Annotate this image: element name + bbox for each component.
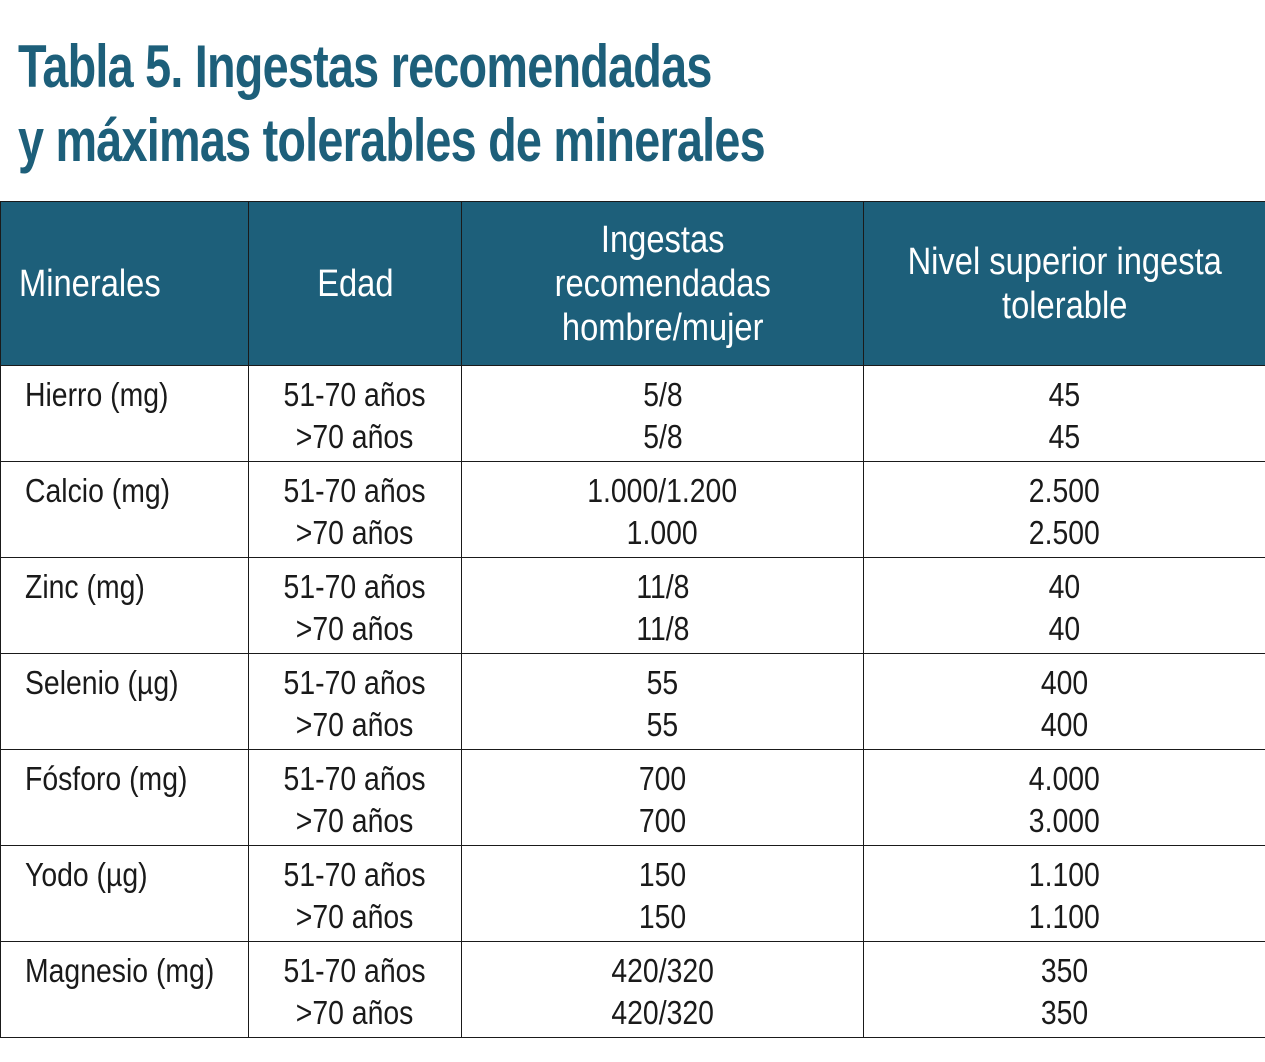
header-edad: Edad: [249, 202, 462, 366]
age-cell: [249, 462, 462, 558]
header-rec-line-3: hombre/mujer: [561, 306, 764, 349]
mineral-cell-value: Zinc (mg): [25, 568, 145, 605]
recommended-cell-value: 700: [638, 802, 687, 839]
age-cell-value: >70 años: [296, 994, 414, 1031]
page-title: [18, 30, 765, 178]
age-cell-value: >70 años: [296, 514, 414, 551]
mineral-cell-value: Magnesio (mg): [25, 952, 215, 989]
header-nivel-superior: [864, 202, 1265, 366]
recommended-cell-value: 420/320: [611, 994, 714, 1031]
recommended-cell-value: 1.000: [626, 514, 699, 551]
upper-limit-cell: [864, 942, 1265, 1038]
recommended-cell-value: 150: [638, 856, 687, 893]
age-cell-value: 51-70 años: [283, 760, 427, 797]
upper-limit-cell: [864, 558, 1265, 654]
age-cell: [249, 654, 462, 750]
title-line-1: Tabla 5. Ingestas recomendadas: [18, 33, 712, 100]
upper-limit-cell-value: 400: [1040, 664, 1089, 701]
table-header: [1, 202, 1265, 366]
upper-limit-cell-value: 2.500: [1028, 514, 1101, 551]
upper-limit-cell-value: 400: [1040, 706, 1089, 743]
table-row: [1, 462, 1265, 558]
recommended-cell-value: 150: [638, 898, 687, 935]
upper-limit-cell-value: 40: [1048, 610, 1081, 647]
recommended-cell-value: 700: [638, 760, 687, 797]
recommended-cell-value: 420/320: [611, 952, 714, 989]
recommended-cell: [462, 558, 864, 654]
recommended-cell: [462, 366, 864, 462]
header-ingestas-recomendadas: [462, 202, 864, 366]
upper-limit-cell-value: 45: [1048, 376, 1081, 413]
header-rec-line-2: recomendadas: [554, 262, 771, 305]
recommended-cell-value: 1.000/1.200: [587, 472, 738, 509]
header-ul-line-2: tolerable: [1001, 284, 1128, 327]
upper-limit-cell: [864, 750, 1265, 846]
age-cell-value: >70 años: [296, 706, 414, 743]
mineral-cell: [1, 750, 249, 846]
age-cell-value: >70 años: [296, 610, 414, 647]
upper-limit-cell-value: 350: [1040, 952, 1089, 989]
table-row: [1, 654, 1265, 750]
recommended-cell: [462, 654, 864, 750]
mineral-cell: [1, 654, 249, 750]
mineral-cell-value: Fósforo (mg): [25, 760, 188, 797]
upper-limit-cell-value: 1.100: [1028, 898, 1101, 935]
upper-limit-cell: [864, 846, 1265, 942]
mineral-cell: [1, 846, 249, 942]
age-cell-value: >70 años: [296, 898, 414, 935]
upper-limit-cell-value: 40: [1048, 568, 1081, 605]
recommended-cell-value: 55: [646, 706, 679, 743]
table-row: [1, 750, 1265, 846]
mineral-cell: [1, 942, 249, 1038]
upper-limit-cell-value: 1.100: [1028, 856, 1101, 893]
age-cell-value: 51-70 años: [283, 568, 427, 605]
upper-limit-cell-value: 350: [1040, 994, 1089, 1031]
mineral-cell: [1, 462, 249, 558]
header-row: [1, 202, 1265, 366]
recommended-cell: [462, 942, 864, 1038]
mineral-cell: [1, 558, 249, 654]
age-cell: [249, 942, 462, 1038]
recommended-cell: [462, 750, 864, 846]
age-cell-value: >70 años: [296, 802, 414, 839]
recommended-cell-value: 5/8: [642, 376, 683, 413]
mineral-cell-value: Yodo (µg): [25, 856, 148, 893]
title-line-2: y máximas tolerables de minerales: [18, 107, 765, 174]
header-minerales: Minerales: [1, 202, 249, 366]
header-ul-line-1: Nivel superior ingesta: [907, 240, 1222, 283]
recommended-cell-value: 11/8: [635, 568, 690, 605]
header-rec-line-1: Ingestas: [600, 218, 725, 261]
upper-limit-cell: [864, 366, 1265, 462]
table-row: [1, 942, 1265, 1038]
mineral-cell-value: Hierro (mg): [25, 376, 169, 413]
mineral-cell-value: Calcio (mg): [25, 472, 171, 509]
recommended-cell-value: 5/8: [642, 418, 683, 455]
upper-limit-cell-value: 45: [1048, 418, 1081, 455]
upper-limit-cell-value: 4.000: [1028, 760, 1101, 797]
table-body: [1, 366, 1265, 1038]
minerals-table: [0, 201, 1265, 1038]
age-cell: [249, 558, 462, 654]
age-cell-value: 51-70 años: [283, 856, 427, 893]
recommended-cell: [462, 846, 864, 942]
table-row: [1, 366, 1265, 462]
mineral-cell: [1, 366, 249, 462]
upper-limit-cell-value: 2.500: [1028, 472, 1101, 509]
mineral-cell-value: Selenio (µg): [25, 664, 179, 701]
age-cell-value: 51-70 años: [283, 472, 427, 509]
recommended-cell-value: 55: [646, 664, 679, 701]
upper-limit-cell: [864, 654, 1265, 750]
recommended-cell: [462, 462, 864, 558]
recommended-cell-value: 11/8: [635, 610, 690, 647]
age-cell: [249, 366, 462, 462]
table-row: [1, 846, 1265, 942]
age-cell-value: 51-70 años: [283, 376, 427, 413]
age-cell-value: 51-70 años: [283, 952, 427, 989]
table-row: [1, 558, 1265, 654]
age-cell: [249, 846, 462, 942]
age-cell: [249, 750, 462, 846]
age-cell-value: 51-70 años: [283, 664, 427, 701]
age-cell-value: >70 años: [296, 418, 414, 455]
upper-limit-cell-value: 3.000: [1028, 802, 1101, 839]
upper-limit-cell: [864, 462, 1265, 558]
